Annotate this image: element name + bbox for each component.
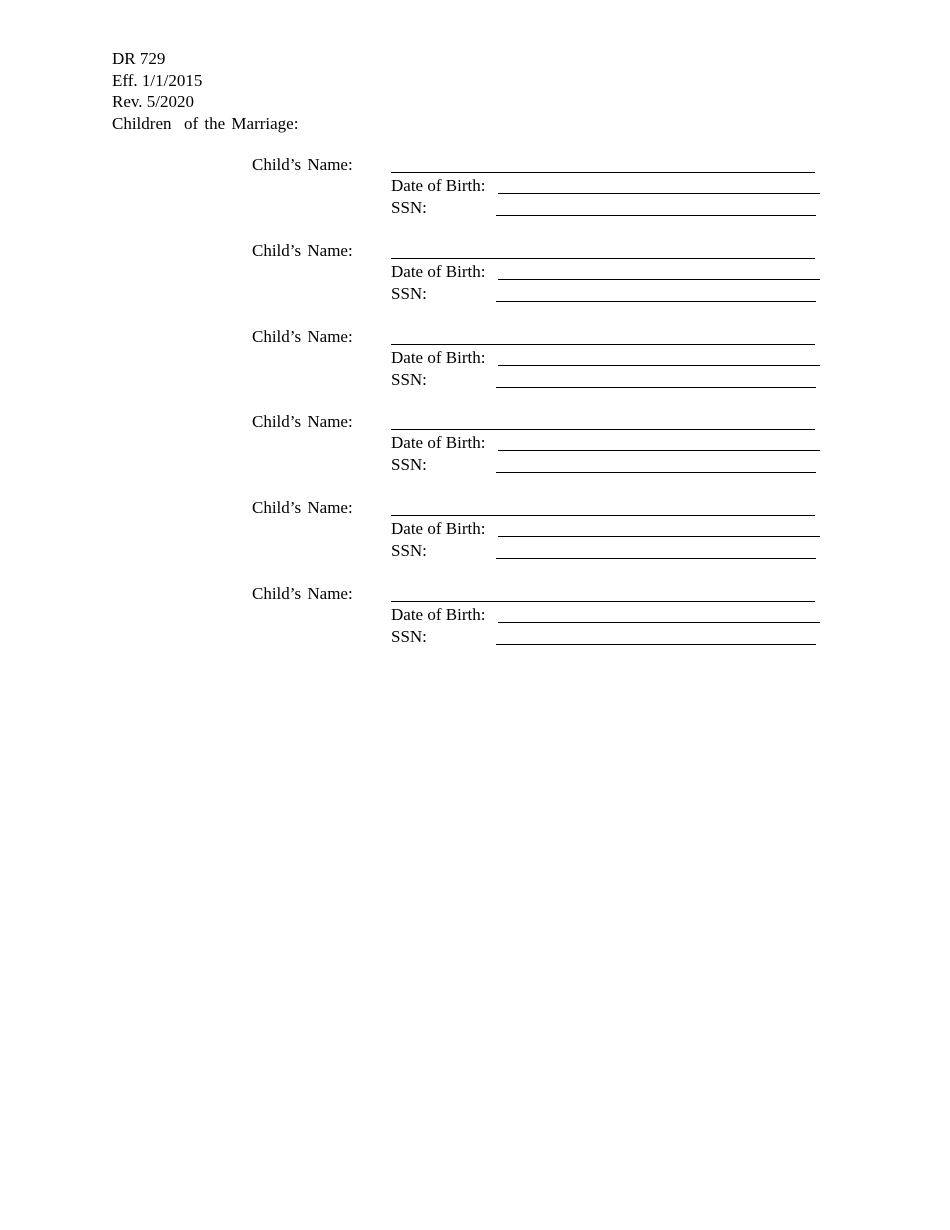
ssn-label: SSN:: [391, 455, 427, 474]
ssn-field[interactable]: [496, 558, 816, 559]
date-of-birth-field[interactable]: [498, 365, 820, 366]
effective-date: Eff. 1/1/2015: [112, 70, 203, 90]
form-header: [112, 48, 298, 134]
date-of-birth-label: Date of Birth:: [391, 605, 486, 624]
child-name-field[interactable]: [391, 601, 815, 602]
date-of-birth-field[interactable]: [498, 536, 820, 537]
child-entry: [252, 498, 832, 564]
child-name-label: Child’s Name:: [252, 584, 353, 603]
child-name-label: Child’s Name:: [252, 327, 353, 346]
ssn-label: SSN:: [391, 541, 427, 560]
date-of-birth-field[interactable]: [498, 622, 820, 623]
child-name-label: Child’s Name:: [252, 412, 353, 431]
date-of-birth-field[interactable]: [498, 450, 820, 451]
section-title: Children of the Marriage:: [112, 113, 299, 133]
date-of-birth-field[interactable]: [498, 193, 820, 194]
child-name-label: Child’s Name:: [252, 155, 353, 174]
ssn-label: SSN:: [391, 198, 427, 217]
child-entry: [252, 155, 832, 221]
child-name-field[interactable]: [391, 172, 815, 173]
ssn-field[interactable]: [496, 215, 816, 216]
child-name-label: Child’s Name:: [252, 241, 353, 260]
child-entry: [252, 412, 832, 478]
ssn-field[interactable]: [496, 472, 816, 473]
ssn-label: SSN:: [391, 370, 427, 389]
child-name-field[interactable]: [391, 258, 815, 259]
date-of-birth-field[interactable]: [498, 279, 820, 280]
date-of-birth-label: Date of Birth:: [391, 348, 486, 367]
child-name-field[interactable]: [391, 515, 815, 516]
ssn-field[interactable]: [496, 387, 816, 388]
form-number: DR 729: [112, 49, 166, 68]
ssn-label: SSN:: [391, 284, 427, 303]
child-name-field[interactable]: [391, 429, 815, 430]
date-of-birth-label: Date of Birth:: [391, 519, 486, 538]
child-name-label: Child’s Name:: [252, 498, 353, 517]
child-entry: [252, 241, 832, 307]
child-name-field[interactable]: [391, 344, 815, 345]
child-entry: [252, 327, 832, 393]
date-of-birth-label: Date of Birth:: [391, 262, 486, 281]
revision-date: Rev. 5/2020: [112, 92, 195, 111]
child-entry: [252, 584, 832, 650]
date-of-birth-label: Date of Birth:: [391, 176, 486, 195]
date-of-birth-label: Date of Birth:: [391, 433, 486, 452]
ssn-label: SSN:: [391, 627, 427, 646]
ssn-field[interactable]: [496, 644, 816, 645]
ssn-field[interactable]: [496, 301, 816, 302]
